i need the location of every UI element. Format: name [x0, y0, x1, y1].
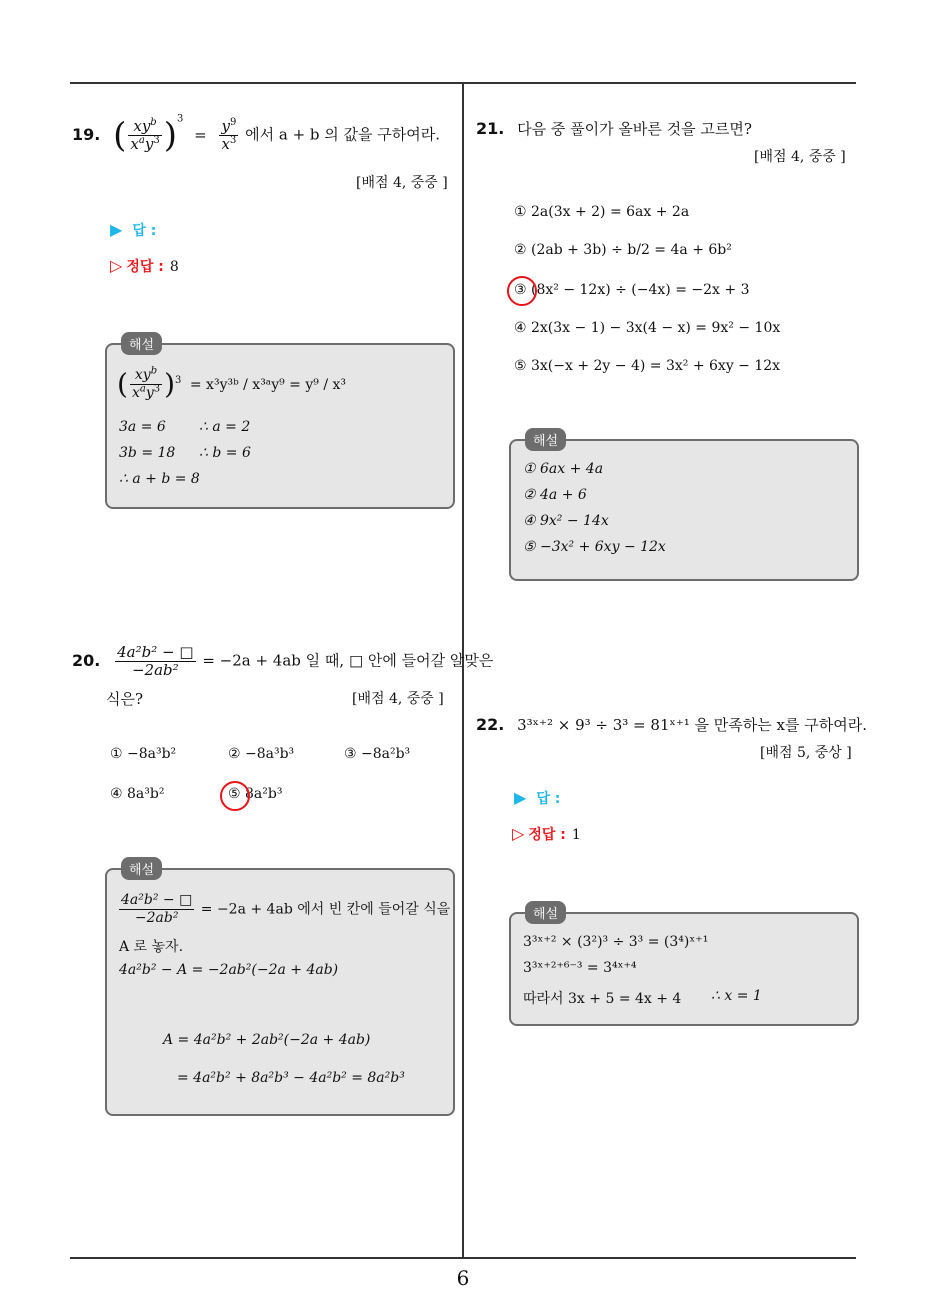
option-4[interactable]: ④ 2x(3x − 1) − 3x(4 − x) = 9x² − 10x — [514, 320, 781, 336]
score-meta: [배점 4, 중중 ] — [352, 691, 444, 707]
triangle-outline-icon: ▷ — [512, 824, 525, 843]
solution-tag: 해설 — [121, 332, 162, 355]
final-answer-row: ▷ 정답 : 1 — [512, 824, 581, 843]
question-22 — [476, 714, 867, 736]
solution-box: 해설 ( $\frac{xy^b}{x^ay^3}$ )$^3$ = x³y³ᵇ / x³ᵃy⁹ = y⁹ / x³ 3a = 6 ∴ a = 2 3b = 18 ∴ b = 6 ∴ a + b = 8 — [105, 343, 455, 509]
page-number: 6 — [456, 1266, 470, 1290]
solution-line: = x³y³ᵇ / x³ᵃy⁹ = y⁹ / x³ — [189, 376, 347, 393]
question-text: 다음 중 풀이가 올바른 것을 고르면? — [517, 120, 752, 138]
option-5[interactable]: ⑤ 8a²b³ — [228, 786, 283, 802]
selected-answer-circle — [220, 781, 250, 811]
solution-tag: 해설 — [121, 857, 162, 880]
option-2[interactable]: ② −8a³b³ — [228, 746, 295, 762]
question-19: 19. ( $\frac{xy^b}{x^ay^3}$ )$^3$ = $\frac{y^9}{x^3}$ 에서 a + b 의 값을 구하여라. — [72, 113, 441, 156]
question-number: 19. — [72, 124, 101, 144]
question-21 — [476, 118, 752, 140]
question-number: 21. — [476, 119, 505, 138]
play-icon: ▶ — [514, 788, 527, 807]
rhs-fraction: $\frac{y^9}{x^3}$ — [221, 117, 237, 153]
score-meta: [배점 4, 중중 ] — [754, 149, 846, 165]
final-answer-row: ▷ 정답 : 8 — [110, 256, 179, 275]
score-meta: [배점 5, 중상 ] — [760, 745, 852, 761]
option-5[interactable]: ⑤ 3x(−x + 2y − 4) = 3x² + 6xy − 12x — [514, 358, 781, 374]
solution-line: = −2a + 4ab 에서 빈 칸에 들어갈 식을 — [200, 901, 451, 918]
solution-box: 해설 $\frac{\text{4a²b² − □}}{\text{−2ab²}}$ = −2a + 4ab 에서 빈 칸에 들어갈 식을 A 로 놓자. 4a²b² − A = −2ab²(−2a + 4ab) A = 4a²b² + 2ab²(−2a + 4ab) = 4a²b² + 8a²b³ − 4a²b² = 8a²b³ — [105, 868, 455, 1116]
option-1[interactable]: ① −8a³b² — [110, 746, 177, 762]
play-icon: ▶ — [110, 220, 123, 239]
option-3[interactable]: ③ −8a²b³ — [344, 746, 411, 762]
question-text: 에서 a + b 의 값을 구하여라. — [245, 125, 441, 144]
question-text-cont: 식은? — [106, 690, 144, 708]
solution-box: 해설 ① 6ax + 4a ② 4a + 6 ④ 9x² − 14x ⑤ −3x² + 6xy − 12x — [509, 439, 859, 581]
answer-row: ▶ 답 : — [514, 788, 561, 807]
solution-box: 해설 3³ˣ⁺² × (3²)³ ÷ 3³ = (3⁴)ˣ⁺¹ 3³ˣ⁺²⁺⁶⁻³ = 3⁴ˣ⁺⁴ 따라서 3x + 5 = 4x + 4 ∴ x = 1 — [509, 912, 859, 1026]
option-3[interactable]: ③ (8x² − 12x) ÷ (−4x) = −2x + 3 — [514, 282, 750, 298]
option-4[interactable]: ④ 8a³b² — [110, 786, 165, 802]
lhs-fraction: $\frac{xy^b}{x^ay^3}$ — [130, 117, 160, 153]
score-meta: [배점 4, 중중 ] — [356, 175, 448, 191]
solution-tag: 해설 — [525, 428, 566, 451]
answer-row: ▶ 답 : — [110, 220, 157, 239]
question-20 — [72, 644, 493, 679]
question-fraction: $\frac{\text{4a²b² − □}}{\text{−2ab²}}$ — [117, 643, 194, 679]
option-2[interactable]: ② (2ab + 3b) ÷ b/2 = 4a + 6b² — [514, 242, 732, 258]
triangle-outline-icon: ▷ — [110, 256, 123, 275]
solution-tag: 해설 — [525, 901, 566, 924]
question-number: 20. — [72, 650, 101, 670]
question-number: 22. — [476, 715, 505, 734]
option-1[interactable]: ① 2a(3x + 2) = 6ax + 2a — [514, 204, 690, 220]
question-text: = −2a + 4ab 일 때, □ 안에 들어갈 알맞은 — [202, 651, 494, 670]
bottom-rule — [70, 1257, 856, 1259]
question-text: 3³ˣ⁺² × 9³ ÷ 3³ = 81ˣ⁺¹ 을 만족하는 x를 구하여라. — [517, 716, 867, 734]
selected-answer-circle — [507, 276, 537, 306]
